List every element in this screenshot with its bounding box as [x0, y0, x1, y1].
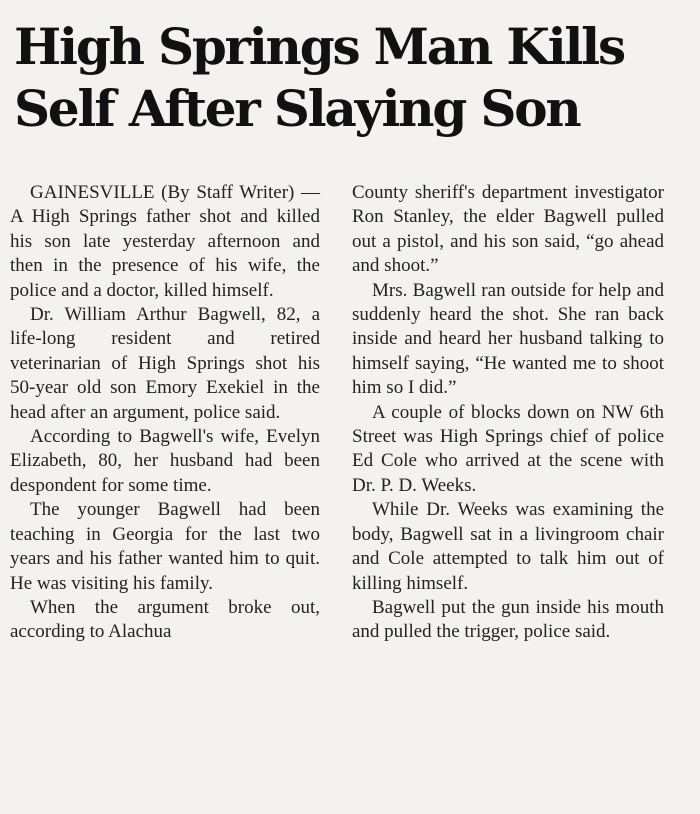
paragraph: Dr. William Arthur Bagwell, 82, a life-long resident and retired veterinarian of High Springs shot his 50-year old son Emory Exekiel in the head after an argument, police said. [10, 304, 320, 423]
headline-line-1: High Springs Man Kills [14, 17, 624, 76]
headline [14, 16, 694, 140]
article-column-left [10, 181, 320, 645]
paragraph: The younger Bagwell had been teaching in Georgia for the last two years and his father wanted him to quit. He was visiting his family. [10, 499, 320, 594]
paragraph: County sheriff's department investigator Ron Stanley, the elder Bagwell pulled out a pistol, and his son said, “go ahead and shoot.” [352, 182, 664, 277]
paragraph: While Dr. Weeks was examining the body, Bagwell sat in a livingroom chair and Cole attempted to talk him out of killing himself. [352, 499, 664, 594]
paragraph: When the argument broke out, according to Alachua [10, 596, 320, 643]
paragraph: Bagwell put the gun inside his mouth and pulled the trigger, police said. [352, 596, 664, 643]
paragraph: A couple of blocks down on NW 6th Street was High Springs chief of police Ed Cole who arrived at the scene with Dr. P. D. Weeks. [352, 401, 664, 496]
paragraph: According to Bagwell's wife, Evelyn Elizabeth, 80, her husband had been despondent for some time. [10, 426, 320, 496]
paragraph: Mrs. Bagwell ran outside for help and suddenly heard the shot. She ran back inside and heard her husband talking to himself saying, “He wanted me to shoot him so I did.” [352, 279, 664, 399]
headline-line-2: Self After Slaying Son [14, 79, 580, 138]
article-column-right [352, 181, 664, 645]
paragraph: GAINESVILLE (By Staff Writer) — A High Springs father shot and killed his son late yesterday afternoon and then in the presence of his wife, the police and a doctor, killed himself. [10, 182, 320, 301]
